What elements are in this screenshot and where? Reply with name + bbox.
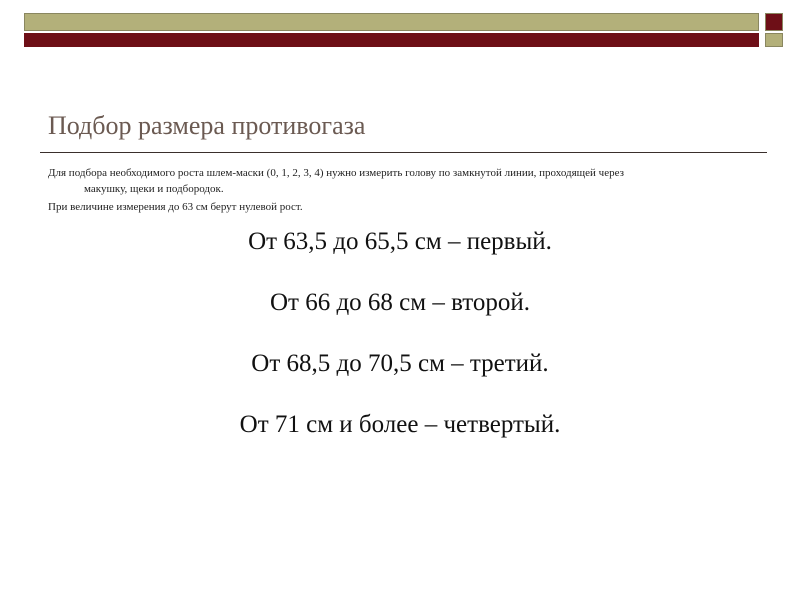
slide-body: [48, 165, 760, 217]
paragraph-instructions: [48, 165, 760, 197]
paragraph-zero-size: При величине измерения до 63 см берут нулевой рост.: [48, 201, 303, 213]
header-square-maroon: [765, 13, 783, 31]
slide-title: Подбор размера противогаза: [48, 111, 366, 140]
title-divider: [40, 152, 767, 153]
header-bar-olive: [24, 13, 759, 31]
header-square-olive: [765, 33, 783, 47]
size-item-first: От 63,5 до 65,5 см – первый.: [248, 228, 552, 255]
size-item-third: От 68,5 до 70,5 см – третий.: [251, 350, 549, 377]
size-item-fourth: От 71 см и более – четвертый.: [239, 411, 561, 438]
header-bar-maroon: [24, 33, 759, 47]
size-item-second: От 66 до 68 см – второй.: [269, 289, 531, 316]
paragraph-line-2: макушку, щеки и подбородок.: [84, 183, 224, 195]
size-list: [0, 226, 800, 470]
paragraph-line-1: Для подбора необходимого роста шлем-маски (0, 1, 2, 3, 4) нужно измерить голову по замкнутой линии, проходящей через: [48, 167, 624, 179]
